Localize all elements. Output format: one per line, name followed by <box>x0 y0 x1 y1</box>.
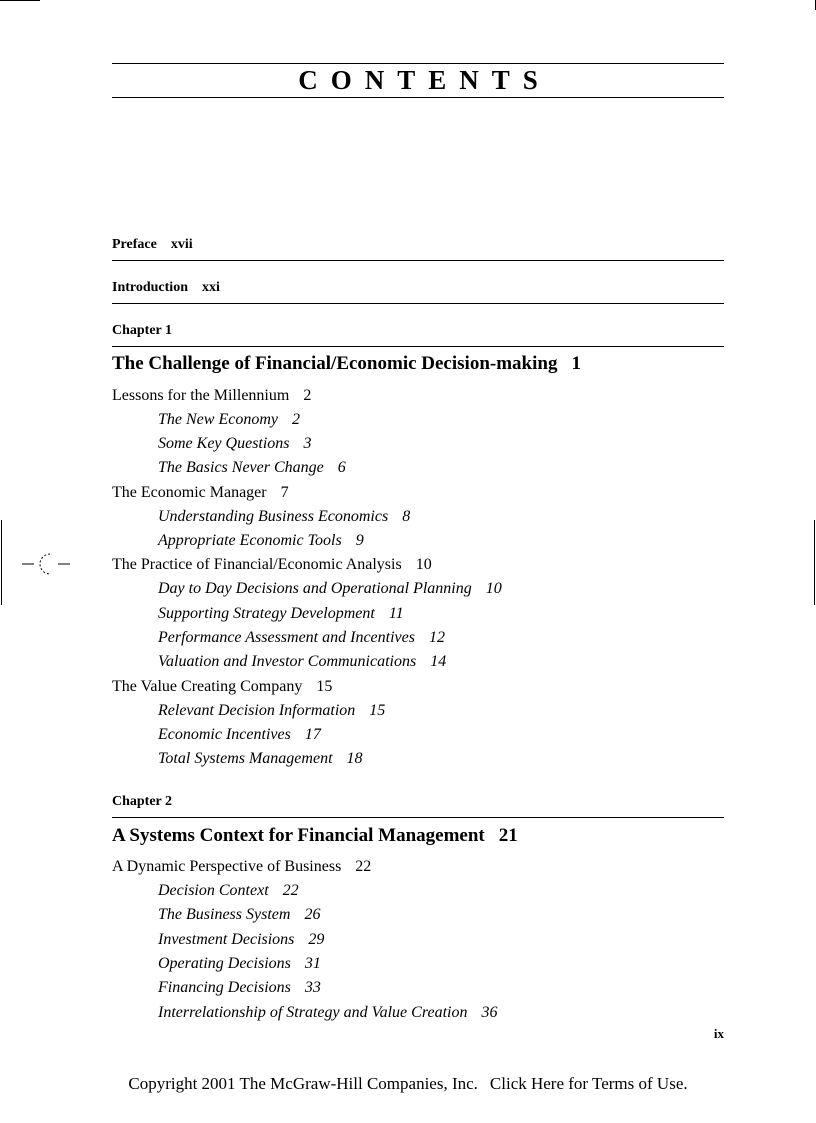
subsection-title: The Business System <box>158 906 291 923</box>
preface-label: Preface <box>112 237 157 252</box>
subsection-title: Day to Day Decisions and Operational Planning <box>158 580 472 597</box>
section-page: 10 <box>415 556 432 573</box>
section-page: 22 <box>355 858 372 875</box>
toc-subsection[interactable] <box>112 725 770 745</box>
copyright-footer <box>0 1074 816 1094</box>
crop-mark-icon <box>22 550 70 578</box>
subsection-page: 2 <box>291 411 300 428</box>
toc-section[interactable] <box>112 677 724 697</box>
chapter-2-label: Chapter 2 <box>112 793 724 818</box>
subsection-title: Economic Incentives <box>158 726 291 743</box>
subsection-title: Decision Context <box>158 882 269 899</box>
subsection-page: 31 <box>304 955 321 972</box>
toc-section[interactable] <box>112 857 724 877</box>
toc-subsection[interactable] <box>112 954 770 974</box>
subsection-page: 26 <box>304 906 321 923</box>
toc-subsection[interactable] <box>112 579 770 599</box>
subsection-page: 17 <box>304 726 321 743</box>
toc-subsection[interactable] <box>112 701 770 721</box>
toc-subsection[interactable] <box>112 881 770 901</box>
section-page: 2 <box>303 387 312 404</box>
subsection-title: Understanding Business Economics <box>158 508 389 525</box>
subsection-page: 9 <box>355 532 364 549</box>
subsection-title: Supporting Strategy Development <box>158 605 375 622</box>
chapter-title-text: A Systems Context for Financial Management <box>112 825 485 846</box>
subsection-page: 6 <box>337 459 346 476</box>
contents-header <box>112 63 724 98</box>
section-page: 7 <box>280 484 289 501</box>
toc-section[interactable] <box>112 386 724 406</box>
corner-rule <box>0 0 40 1</box>
section-page: 15 <box>316 678 333 695</box>
subsection-title: Interrelationship of Strategy and Value Creation <box>158 1004 468 1021</box>
section-title: A Dynamic Perspective of Business <box>112 858 342 875</box>
left-margin-bar <box>1 520 2 605</box>
subsection-page: 3 <box>303 435 312 452</box>
subsection-title: Relevant Decision Information <box>158 702 356 719</box>
subsection-page: 36 <box>481 1004 498 1021</box>
page-title: CONTENTS <box>298 65 551 95</box>
subsection-title: Valuation and Investor Communications <box>158 653 417 670</box>
subsection-page: 33 <box>304 979 321 996</box>
introduction-label: Introduction <box>112 280 188 295</box>
subsection-page: 11 <box>388 605 404 622</box>
chapter-2-title[interactable] <box>112 824 724 848</box>
toc-subsection[interactable] <box>112 628 770 648</box>
toc-subsection[interactable] <box>112 978 770 998</box>
toc-preface[interactable] <box>112 236 724 261</box>
subsection-page: 15 <box>369 702 386 719</box>
toc-subsection[interactable] <box>112 458 770 478</box>
toc-subsection[interactable] <box>112 930 770 950</box>
subsection-page: 29 <box>308 931 325 948</box>
section-title: The Practice of Financial/Economic Analysis <box>112 556 402 573</box>
toc-section[interactable] <box>112 555 724 575</box>
subsection-title: Some Key Questions <box>158 435 290 452</box>
subsection-title: The New Economy <box>158 411 278 428</box>
chapter-1-title[interactable] <box>112 352 724 376</box>
toc-introduction[interactable] <box>112 279 724 304</box>
preface-page: xvii <box>170 237 193 252</box>
toc-subsection[interactable] <box>112 652 770 672</box>
subsection-page: 22 <box>282 882 299 899</box>
introduction-page: xxi <box>201 280 220 295</box>
subsection-page: 10 <box>485 580 502 597</box>
subsection-title: The Basics Never Change <box>158 459 324 476</box>
right-margin-bar <box>814 520 815 605</box>
subsection-page: 18 <box>346 750 363 767</box>
toc-subsection[interactable] <box>112 531 770 551</box>
toc-subsection[interactable] <box>112 905 770 925</box>
subsection-title: Appropriate Economic Tools <box>158 532 342 549</box>
toc-subsection[interactable] <box>112 749 770 769</box>
subsection-page: 8 <box>402 508 411 525</box>
subsection-page: 12 <box>428 629 445 646</box>
chapter-page: 1 <box>571 353 581 374</box>
page-number: ix <box>713 1026 724 1041</box>
chapter-1-label: Chapter 1 <box>112 322 724 347</box>
subsection-title: Financing Decisions <box>158 979 291 996</box>
toc-subsection[interactable] <box>112 1003 770 1023</box>
toc-subsection[interactable] <box>112 434 770 454</box>
subsection-title: Operating Decisions <box>158 955 291 972</box>
toc-subsection[interactable] <box>112 410 770 430</box>
subsection-title: Investment Decisions <box>158 931 295 948</box>
section-title: The Value Creating Company <box>112 678 303 695</box>
toc-subsection[interactable] <box>112 507 770 527</box>
section-title: Lessons for the Millennium <box>112 387 290 404</box>
copyright-text: Copyright 2001 The McGraw-Hill Companies, Inc. <box>128 1074 478 1093</box>
section-title: The Economic Manager <box>112 484 267 501</box>
subsection-page: 14 <box>430 653 447 670</box>
toc-section[interactable] <box>112 483 724 503</box>
chapter-page: 21 <box>498 825 518 846</box>
terms-of-use-link[interactable]: Click Here for Terms of Use. <box>489 1074 688 1093</box>
chapter-title-text: The Challenge of Financial/Economic Decision-making <box>112 353 558 374</box>
subsection-title: Total Systems Management <box>158 750 333 767</box>
subsection-title: Performance Assessment and Incentives <box>158 629 415 646</box>
toc-subsection[interactable] <box>112 604 770 624</box>
